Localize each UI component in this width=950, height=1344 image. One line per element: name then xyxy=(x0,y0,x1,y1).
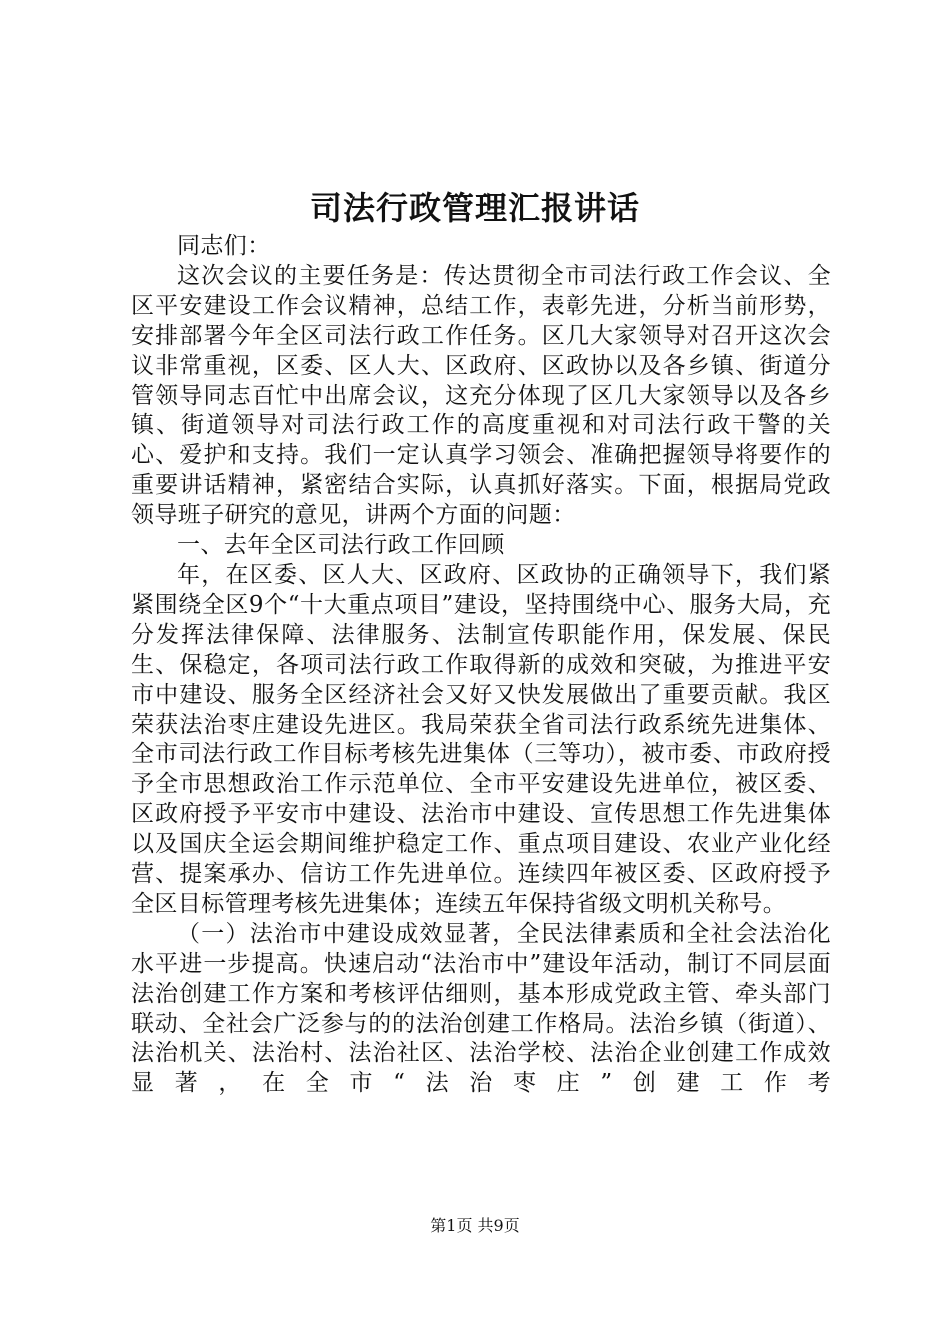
subsection-paragraph: （一）法治市中建设成效显著，全民法律素质和全社会法治化水平进一步提高。快速启动“法治市中”建设年活动，制订不同层面法治创建工作方案和考核评估细则，基本形成党政主管、牵头部门联动、全社会广泛参与的的法治创建工作格局。法治乡镇（街道）、法治机关、法治村、法治社区、法治学校、法治企业创建工作成效显著，在全市“法治枣庄”创建工作考 xyxy=(131,920,831,1097)
intro-paragraph: 这次会议的主要任务是：传达贯彻全市司法行政工作会议、全区平安建设工作会议精神，总结工作，表彰先进，分析当前形势，安排部署今年全区司法行政工作任务。区几大家领导对召开这次会议非常重视，区委、区人大、区政府、区政协以及各乡镇、街道分管领导同志百忙中出席会议，这充分体现了区几大家领导以及各乡镇、街道领导对司法行政工作的高度重视和对司法行政干警的关心、爱护和支持。我们一定认真学习领会、准确把握领导将要作的重要讲话精神，紧密结合实际，认真抓好落实。下面，根据局党政领导班子研究的意见，讲两个方面的问题： xyxy=(131,262,831,529)
section-heading: 一、去年全区司法行政工作回顾 xyxy=(177,532,505,559)
salutation-paragraph: 同志们： xyxy=(177,233,271,259)
document-title: 司法行政管理汇报讲话 xyxy=(309,189,640,227)
review-paragraph: 年，在区委、区人大、区政府、区政协的正确领导下，我们紧紧围绕全区9个“十大重点项目”建设，坚持围绕中心、服务大局，充分发挥法律保障、法律服务、法制宣传职能作用，保发展、保民生、保稳定，各项司法行政工作取得新的成效和突破，为推进平安市中建设、服务全区经济社会又好又快发展做出了重要贡献。我区荣获法治枣庄建设先进区。我局荣获全省司法行政系统先进集体、全市司法行政工作目标考核先进集体（三等功），被市委、市政府授予全市思想政治工作示范单位、全市平安建设先进单位，被区委、区政府授予平安市中建设、法治市中建设、宣传思想工作先进集体以及国庆全运会期间维护稳定工作、重点项目建设、农业产业化经营、提案承办、信访工作先进单位。连续四年被区委、区政府授予全区目标管理考核先进集体；连续五年保持省级文明机关称号。 xyxy=(131,561,831,917)
document-body xyxy=(131,232,831,1099)
page-number-footer: 第1页 共9页 xyxy=(430,1216,520,1235)
